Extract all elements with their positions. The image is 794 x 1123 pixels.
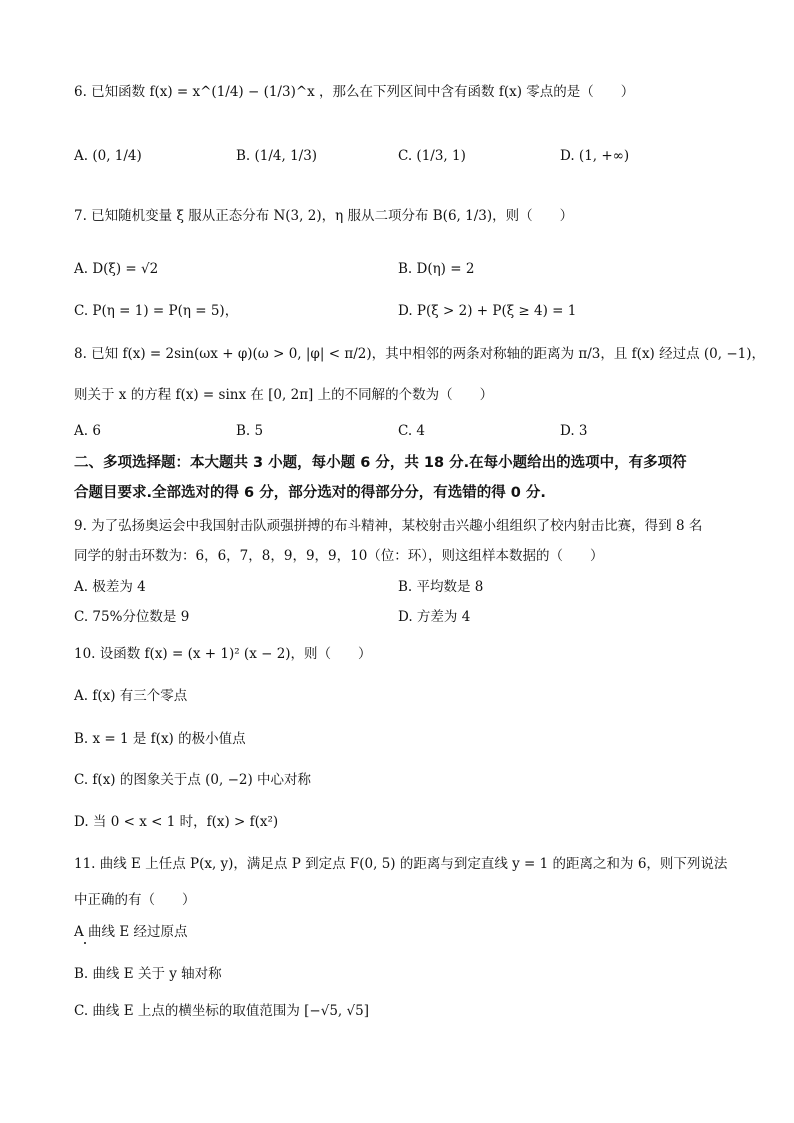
q10-option-d: D. 当 0 < x < 1 时，f(x) > f(x²) bbox=[74, 814, 279, 830]
q7-option-c: C. P(η = 1) = P(η = 5)， bbox=[74, 303, 239, 319]
q8-option-a: A. 6 bbox=[74, 423, 101, 439]
q10-option-b: B. x = 1 是 f(x) 的极小值点 bbox=[74, 731, 246, 747]
q6-option-c: C. (1/3, 1) bbox=[398, 148, 466, 164]
q11-option-c: C. 曲线 E 上点的横坐标的取值范围为 [−√5, √5] bbox=[74, 1003, 369, 1019]
question-9-stem-line2: 同学的射击环数为：6，6，7，8，9，9，9，10（位：环），则这组样本数据的（ ） bbox=[74, 548, 604, 564]
q10-option-a: A. f(x) 有三个零点 bbox=[74, 688, 188, 704]
q7-option-b: B. D(η) = 2 bbox=[398, 261, 475, 277]
q9-option-a: A. 极差为 4 bbox=[74, 579, 146, 595]
stray-dot-mark bbox=[84, 942, 86, 944]
question-11-stem-line1: 11. 曲线 E 上任点 P(x, y)，满足点 P 到定点 F(0, 5) 的距离与到定直线 y = 1 的距离之和为 6，则下列说法 bbox=[74, 856, 728, 872]
question-6-stem: 6. 已知函数 f(x) = x^(1/4) − (1/3)^x ，那么在下列区间中含有函数 f(x) 零点的是（ ） bbox=[74, 84, 635, 100]
question-7-stem: 7. 已知随机变量 ξ 服从正态分布 N(3, 2)，η 服从二项分布 B(6, 1/3)，则（ ） bbox=[74, 208, 574, 224]
section-heading-line2: 合题目要求.全部选对的得 6 分，部分选对的得部分分，有选错的得 0 分. bbox=[74, 485, 546, 501]
q6-option-d: D. (1, +∞) bbox=[560, 148, 630, 164]
q10-option-c: C. f(x) 的图象关于点 (0, −2) 中心对称 bbox=[74, 772, 312, 788]
question-10-stem: 10. 设函数 f(x) = (x + 1)² (x − 2)，则（ ） bbox=[74, 646, 372, 662]
q9-option-b: B. 平均数是 8 bbox=[398, 579, 484, 595]
question-8-stem-line1: 8. 已知 f(x) = 2sin(ωx + φ)(ω > 0, |φ| < π/2)，其中相邻的两条对称轴的距离为 π/3，且 f(x) 经过点 (0, −1)， bbox=[74, 346, 766, 362]
q11-option-a: A 曲线 E 经过原点 bbox=[74, 924, 188, 940]
q8-option-b: B. 5 bbox=[236, 423, 264, 439]
q7-option-d: D. P(ξ > 2) + P(ξ ≥ 4) = 1 bbox=[398, 303, 577, 319]
q7-option-a: A. D(ξ) = √2 bbox=[74, 261, 159, 277]
section-heading-line1: 二、多项选择题：本大题共 3 小题，每小题 6 分，共 18 分.在每小题给出的选项中，有多项符 bbox=[74, 455, 687, 471]
question-9-stem-line1: 9. 为了弘扬奥运会中我国射击队顽强拼搏的布斗精神，某校射击兴趣小组组织了校内射击比赛，得到 8 名 bbox=[74, 518, 703, 534]
question-8-stem-line2: 则关于 x 的方程 f(x) = sinx 在 [0, 2π] 上的不同解的个数为（ ） bbox=[74, 387, 494, 403]
q6-option-b: B. (1/4, 1/3) bbox=[236, 148, 318, 164]
q8-option-d: D. 3 bbox=[560, 423, 588, 439]
q9-option-c: C. 75%分位数是 9 bbox=[74, 609, 190, 625]
question-11-stem-line2: 中正确的有（ ） bbox=[74, 892, 196, 908]
q8-option-c: C. 4 bbox=[398, 423, 426, 439]
q11-option-b: B. 曲线 E 关于 y 轴对称 bbox=[74, 966, 222, 982]
q9-option-d: D. 方差为 4 bbox=[398, 609, 471, 625]
q6-option-a: A. (0, 1/4) bbox=[74, 148, 142, 164]
